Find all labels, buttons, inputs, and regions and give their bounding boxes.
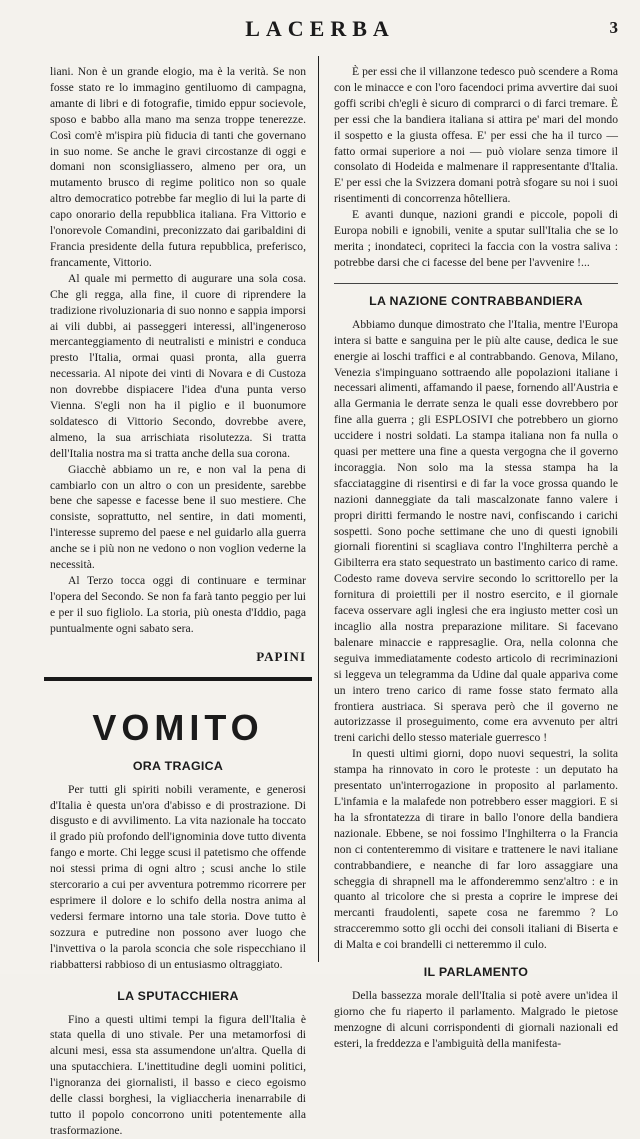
page-number: 3 bbox=[609, 18, 618, 37]
author-signature: PAPINI bbox=[256, 648, 306, 664]
column-divider bbox=[318, 56, 319, 962]
left-column bbox=[50, 64, 306, 1139]
section-heading: IL PARLAMENTO bbox=[423, 965, 529, 980]
article-paragraph: Fino a questi ultimi tempi la figura dell'Italia è stata quella di uno stivale. Per una metamorfosi di alcuni mesi, essa sta assumendone un'altra. Quella di una sputacchiera. L'inettitudine degli uomini politici, l'ignoranza dei giornalisti, il basso e cieco egoismo delle classi borghesi, la vigliaccheria inenarrabile di tutto il popolo concorrono uniti potentemente alla trasformazione. bbox=[50, 1012, 306, 1137]
article-paragraph: E avanti dunque, nazioni grandi e piccole, popoli di Europa nobili e ignobili, venite a sputar sull'Italia che se lo merita ; inondateci, copriteci la faccia con la vostra saliva : potrebbe darsi che ci facesse del bene per l'avvenire !... bbox=[334, 208, 618, 269]
section-heading: LA SPUTACCHIERA bbox=[117, 988, 239, 1003]
article-paragraph: Al Terzo tocca oggi di continuare e terminar l'opera del Secondo. Se non fa farà tanto peggio per lui e per il suo figliolo. La storia, più onesta d'Iddio, paga puntualmente ogni sabato sera. bbox=[50, 574, 306, 635]
section-heading: LA NAZIONE CONTRABBANDIERA bbox=[369, 293, 583, 308]
article-paragraph: È per essi che il villanzone tedesco può scendere a Roma con le minacce e con l'oro facendoci prima avvertire dai suoi goffi scribi ch'egli è sicuro di comprarci o di farci tremare. È per essi che la bandiera italiana si attira pe' mari del mondo il sospetto e la giusta offesa. E' per essi che ha il turco — fatto ormai superiore a noi — può violare senza timore il consolato di Hodeida e malmenare il rappresentante d'Italia. E' per essi che la Svizzera domani potrà sfogare su noi i suoi risentimenti di concorrenza hôtelliera. bbox=[334, 65, 618, 206]
article-title: VOMITO bbox=[92, 706, 264, 748]
article-paragraph: Abbiamo dunque dimostrato che l'Italia, mentre l'Europa intera si batte e sanguina per le più alte cause, dedica le sue energie ai loschi traffici e al contrabbando. Genova, Milano, Venezia s'impinguano sottraendo alle popolazioni italiane i necessari alimenti, affamando il paese, fornendo all'Austria e alla Germania le derrate senza le quali esse dovrebbero por fine alla guerra ; gli ESPLOSIVI che potrebbero un giorno uccidere i nostri soldati. La stampa italiana non fa nulla o quasi per mettere una fine a questa vergogna che il governo incoraggia. Non solo ma la stessa stampa ha la sfacciataggine di risentirsi e di far la voce grossa quando le nazioni danneggiate da tali mascalzonate fanno valere i propri diritti fermando le nostre navi, confiscando i carichi sospetti. Sono poche settimane che uno di questi ignobili giornali fiorentini si scagliava contro l'Inghilterra perchè a Gibilterra era stato sequestrato un bastimento carico di rame. Codesto rame doveva servire secondo lo scrittorello per la fornitura di proiettili per il nostro esercito, e il giornale faceva osservare agli inglesi che era ingiusto metter così un incaglio alla nostra preparazione militare. Si facevano balenare minaccie e rappresaglie. Ora, nella colonna che seguiva immediatamente codesto articolo di recriminazioni si leggeva un telegramma da Udine dal quale appariva come un intero treno carico di rame fosse stato fermato alla frontiera austriaca. Si sperava però che il governo ne autorizzasse il proseguimento, come era avvenuto per altri treni carichi dello stesso materiale guerresco ! bbox=[334, 317, 618, 745]
section-heading: ORA TRAGICA bbox=[132, 758, 224, 773]
article-paragraph: In questi ultimi giorni, dopo nuovi sequestri, la solita stampa ha rinnovato in coro le proteste : un deputato ha presentato un'interrogazione in proposito al parlamento. L'infamia e la malafede non potrebbero esser maggiori. E si ha la sfrontatezza di tirare in ballo l'onore della bandiera nazionale. Ebbene, se noi fossimo l'Inghilterra o la Francia non ci contenteremmo di visitare e trattenere le navi italiane contrabbandiere, e neanche di far loro assaggiare una scheggia di shrapnell ma le affonderemmo senz'altro : e in quanto al tricolore che si presta a coprire le imprese dei mercanti fraudolenti, sapete cosa ne faremmo ? Lo stracceremmo sotto gli occhi dei consoli italiani di Biserta e di Malta e coi brandelli ci netteremmo il culo. bbox=[334, 747, 618, 952]
article-paragraph: Al quale mi permetto di augurare una sola cosa. Che gli regga, alla fine, il cuore di riprendere la tradizione rivoluzionaria di suo nonno e sappia imporsi ai vili dubbi, ai passeggeri interessi, all'ingeneroso mercanteggiamento di neutralisti e ministri e conduca presto l'Italia, ormai quasi pronta, alla guerra necessaria. Al nipote dei vinti di Novara e di Custoza non dovrebbe dispiacere l'idea d'una punta verso Vienna. S'egli non ha il piglio e il buonumore soldatesco di Vittorio Secondo, dovrebbe avere, almeno, la sua arrischiata risolutezza. Si tratta dell'Italia nostra ma si tratta anche della sua corona. bbox=[50, 271, 306, 460]
article-paragraph: Per tutti gli spiriti nobili veramente, e generosi d'Italia è questa un'ora d'abisso e di prostrazione. Di disgusto e di avvilimento. La vita nazionale ha toccato il grado più profondo dell'ignominia dove tutto diventa fango e morte. Chi legge scusi il patetismo che offende noi stessi prima di ogni altro ; scusi anche lo stile stercorario a cui per avventura potremmo ricorrere per esprimere il dolore e lo schifo della nostra anima al vedersi fermare intorno una tale storia. Dove tutto è sozzura e putredine non possono aver luogo che l'invettiva o la parola sconcia che sole rispecchiano il riabbattersi rabbioso di un entusiasmo oltraggiato. bbox=[50, 782, 306, 971]
masthead: LACERBA bbox=[245, 16, 395, 41]
article-paragraph: liani. Non è un grande elogio, ma è la verità. Se non fosse stato re lo immagino gentiluomo di campagna, amante di libri e di fotografie, timido eppur socievole, sposo e babbo alla mano ma senza troppe tenerezze. Così com'è m'ispira più fiducia di tanti che governano in suo nome. Se anche le gravi circostanze di oggi e domani non sconsigliassero, almeno per ora, un mutamento brusco di regime politico non so quale altro democratico potrebbe far meglio di lui la parte di capo onorario della repubblica italiana. Fra Vittorio e l'onorevole Comandini, preconizzato dai garibaldini di Francia presidente della futura repubblica, preferisco, francamente, Vittorio. bbox=[50, 65, 306, 269]
article-paragraph: Della bassezza morale dell'Italia si potè avere un'idea il giorno che fu riaperto il parlamento. Malgrado le pietose menzogne di alcuni corrispondenti di giornali nazionali ed esteri, la freddezza e l'ambiguità della manifesta- bbox=[334, 989, 618, 1050]
section-divider bbox=[334, 283, 618, 284]
section-rule bbox=[44, 677, 312, 681]
article-paragraph: Giacchè abbiamo un re, e non val la pena di cambiarlo con un altro o con un presidente, sarebbe bene che sapesse e facesse bene il suo mestiere. Che consiste, soprattutto, nel sentire, in dati momenti, l'interesse supremo del paese e nel guidarlo alla guerra anche se i più non ne vedono o non voglion vederne la necessità. bbox=[50, 462, 306, 572]
right-column bbox=[334, 64, 618, 1052]
